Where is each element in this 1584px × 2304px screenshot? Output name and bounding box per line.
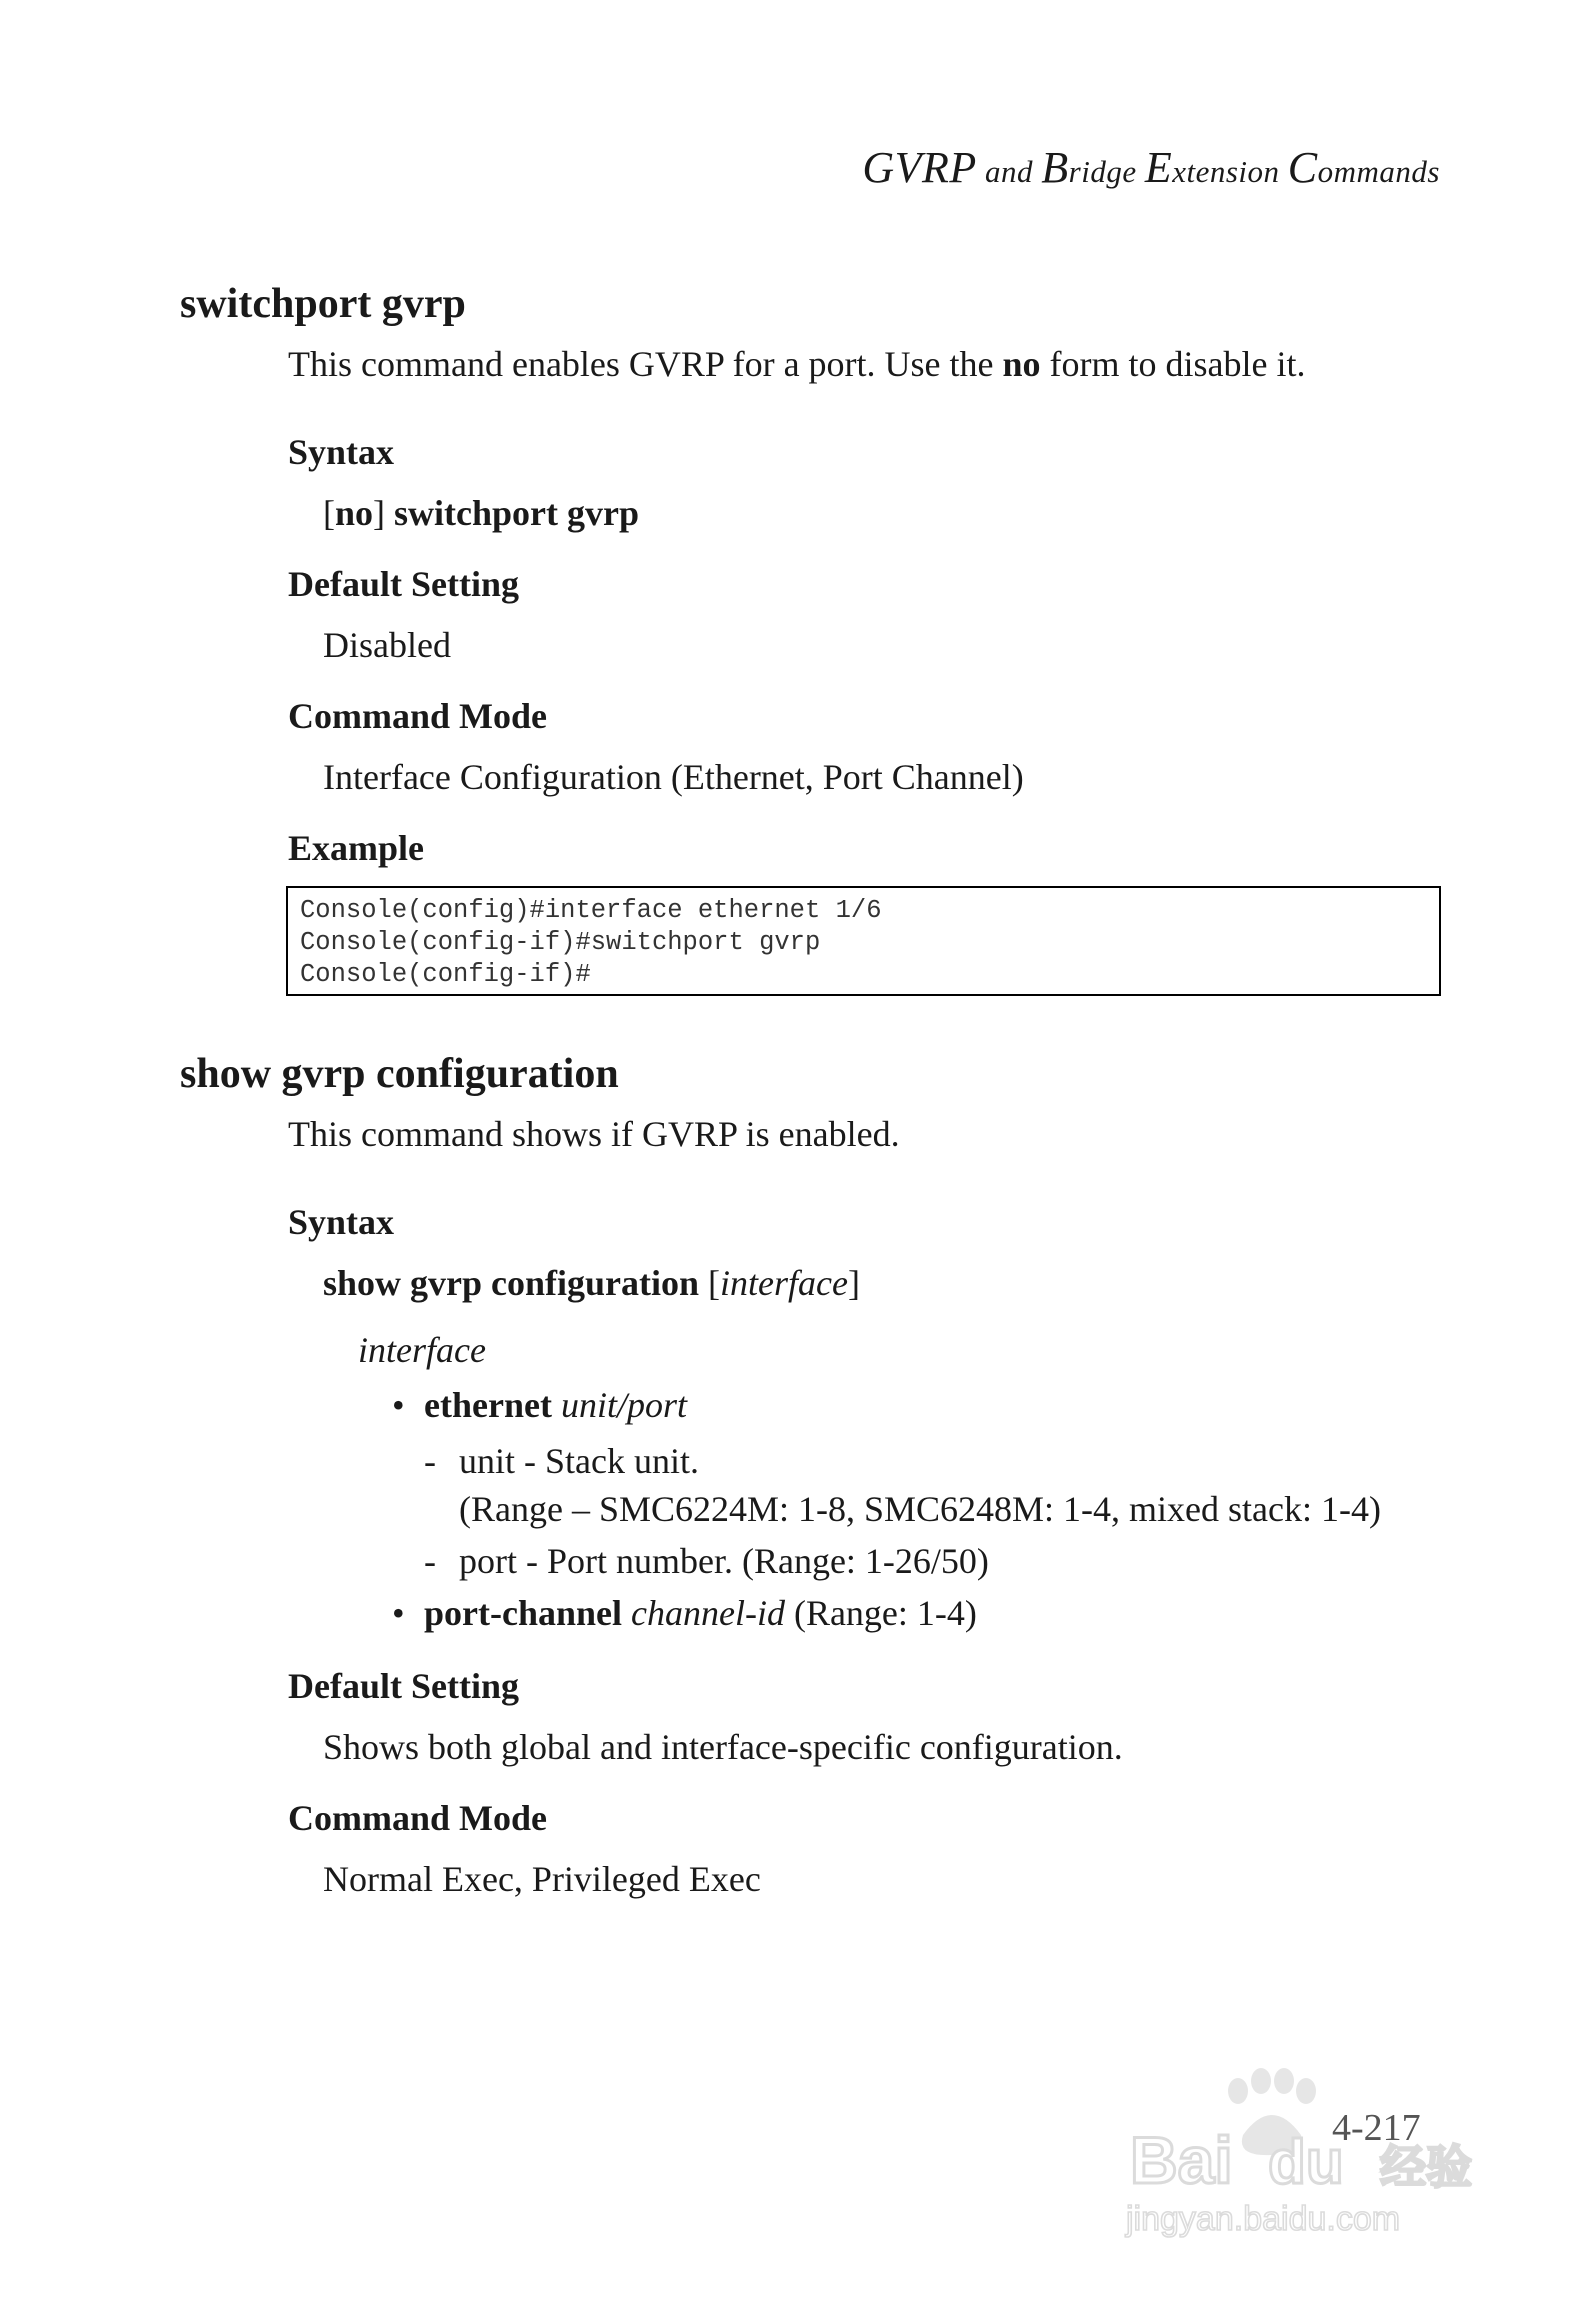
bullet-icon: • <box>392 1593 405 1633</box>
baidu-brand-cn: 经验 <box>1380 2140 1472 2194</box>
syntax-line: [no] switchport gvrp <box>323 493 640 533</box>
command-mode-heading: Command Mode <box>288 696 547 736</box>
param-unit: unit - Stack unit. <box>459 1441 699 1481</box>
command-mode-value: Interface Configuration (Ethernet, Port Channel) <box>323 757 1024 797</box>
example-code-box <box>286 886 1441 996</box>
baidu-brand-text: Bai <box>1130 2123 1233 2197</box>
example-heading: Example <box>288 828 425 868</box>
code-line: Console(config-if)#switchport gvrp <box>300 928 821 957</box>
code-line: Console(config)#interface ethernet 1/6 <box>300 896 882 925</box>
page-number: 4-217 <box>1332 2107 1421 2149</box>
section-title-switchport-gvrp: switchport gvrp <box>180 281 466 327</box>
param-unit-range: (Range – SMC6224M: 1-8, SMC6248M: 1-4, mixed stack: 1-4) <box>459 1489 1381 1529</box>
parameter-label: interface <box>358 1330 486 1370</box>
command-mode-heading: Command Mode <box>288 1798 547 1838</box>
code-line: Console(config-if)# <box>300 960 591 989</box>
default-setting-heading: Default Setting <box>288 564 519 604</box>
default-setting-value: Disabled <box>323 625 451 665</box>
param-port: port - Port number. (Range: 1-26/50) <box>459 1541 989 1581</box>
baidu-watermark <box>1118 2065 1490 2240</box>
baidu-brand-text-2: du <box>1268 2128 1344 2197</box>
syntax-heading: Syntax <box>288 432 395 472</box>
param-ethernet: ethernet unit/port <box>424 1385 687 1425</box>
command-mode-value: Normal Exec, Privileged Exec <box>323 1859 761 1899</box>
command-description: This command shows if GVRP is enabled. <box>288 1114 900 1154</box>
syntax-heading: Syntax <box>288 1202 395 1242</box>
param-port-channel: port-channel channel-id (Range: 1-4) <box>424 1593 977 1633</box>
dash-icon: - <box>424 1541 436 1581</box>
running-header: GVRP and Bridge Extension Commands <box>862 143 1440 192</box>
syntax-line: show gvrp configuration [interface] <box>323 1263 860 1303</box>
default-setting-value: Shows both global and interface-specific configuration. <box>323 1727 1123 1767</box>
watermark-url: jingyan.baidu.com <box>1126 2200 1401 2238</box>
default-setting-heading: Default Setting <box>288 1666 519 1706</box>
section-title-show-gvrp-configuration: show gvrp configuration <box>180 1051 619 1097</box>
command-description: This command enables GVRP for a port. Use the no form to disable it. <box>288 344 1306 384</box>
dash-icon: - <box>424 1441 436 1481</box>
bullet-icon: • <box>392 1385 405 1425</box>
